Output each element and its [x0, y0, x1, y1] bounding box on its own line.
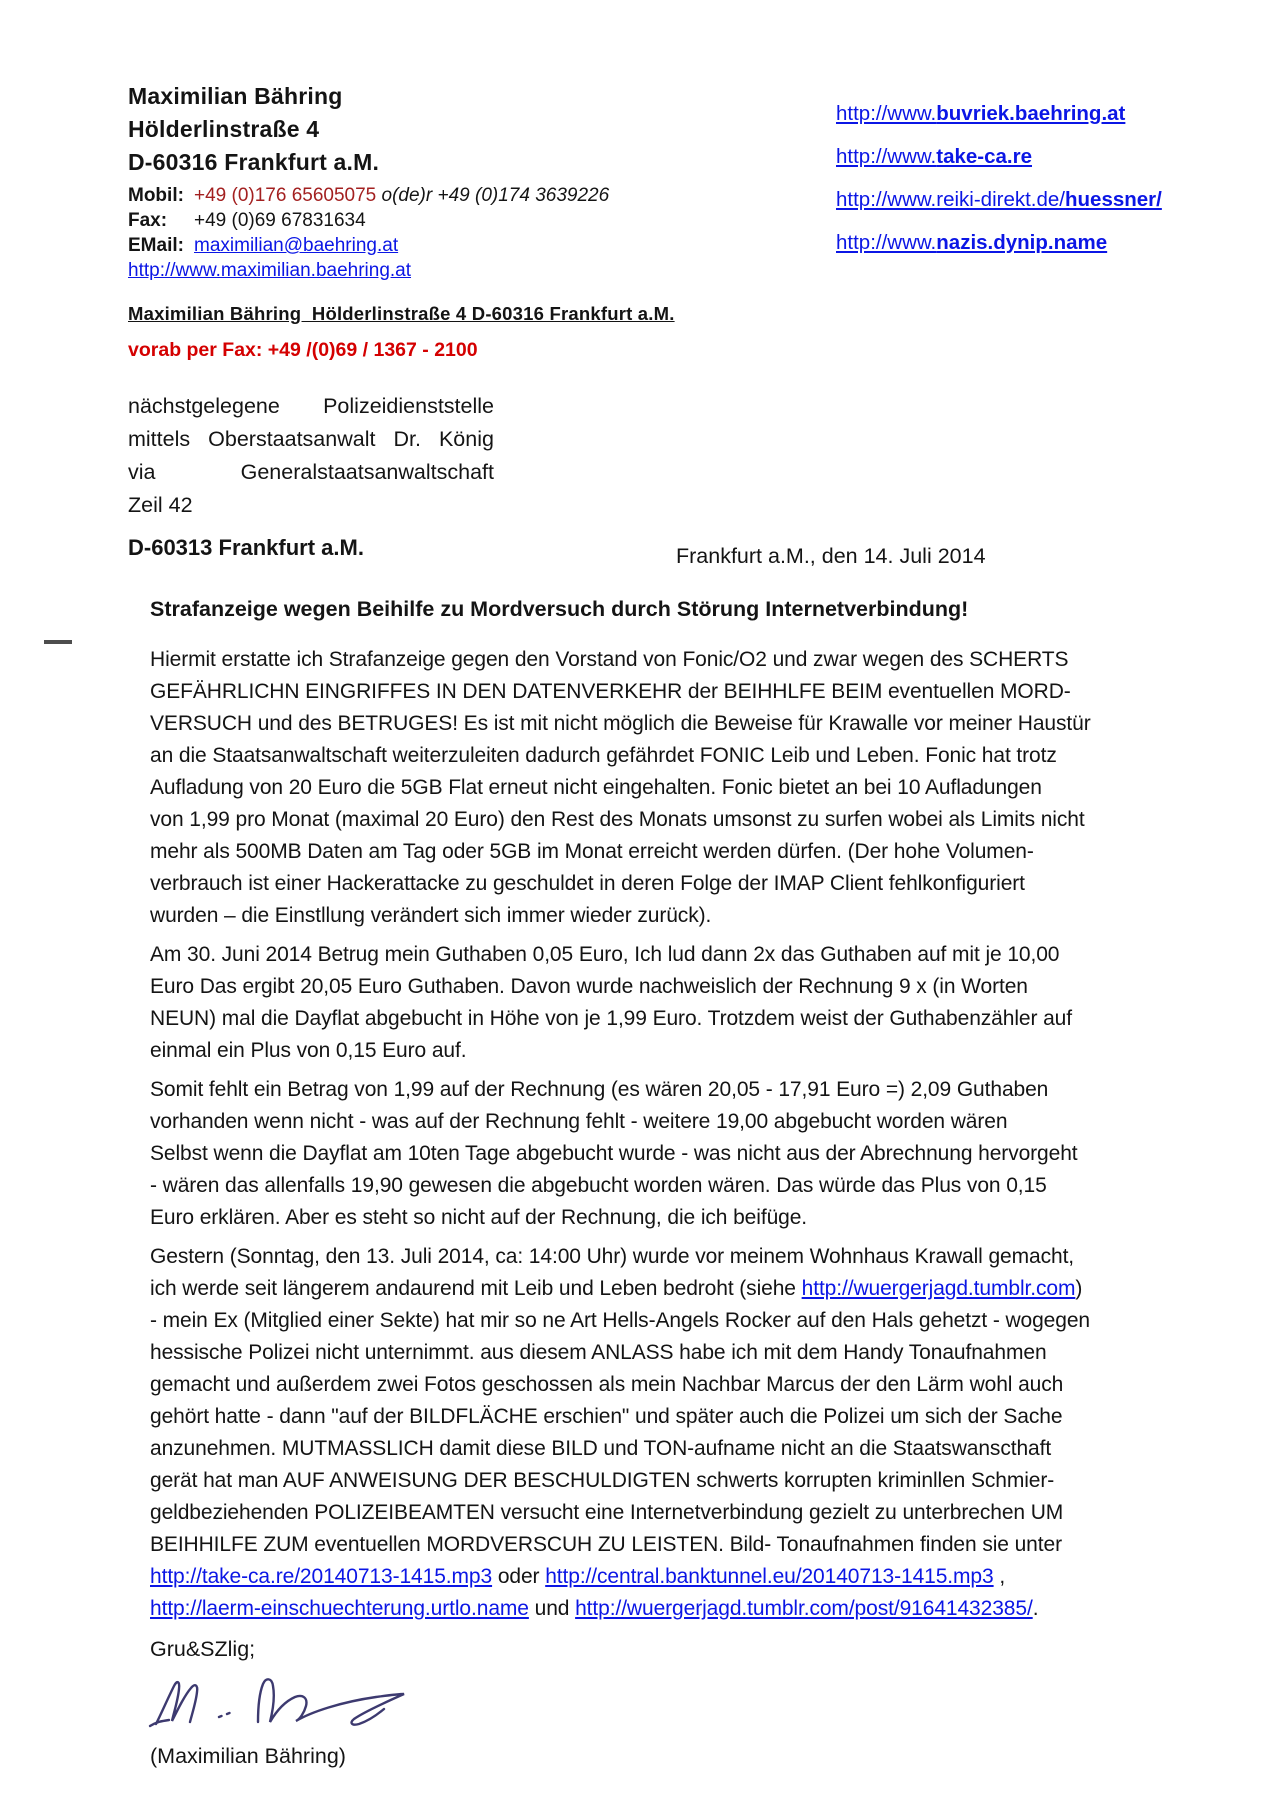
mobile-row — [128, 183, 609, 208]
text-segment: an die Staatsanwaltschaft weiterzuleiten dadurch gefährdet FONIC Leib und Leben. Fonic hat trotz — [150, 744, 1057, 767]
inline-link[interactable]: nazis.dynip.name — [936, 231, 1108, 254]
text-line — [150, 804, 1212, 836]
mobile-number: +49 (0)176 65605075 — [194, 185, 377, 206]
word: Dr. — [393, 427, 421, 451]
fold-mark — [44, 640, 72, 644]
text-segment: Selbst wenn die Dayflat am 10ten Tage abgebucht wurde - was nicht aus der Abrechnung hervorgeht — [150, 1142, 1078, 1165]
text-segment: und — [528, 1597, 576, 1620]
text-line — [150, 836, 1212, 868]
text-segment: - wären das allenfalls 19,90 gewesen die abgebucht worden wären. Das würde das Plus von 0,15 — [150, 1174, 1047, 1197]
inline-link[interactable]: http://laerm-einschuechterung.urtlo.name — [150, 1597, 529, 1620]
text-segment: ich werde seit längerem andaurend mit Leib und Leben bedroht (siehe — [150, 1277, 802, 1300]
text-segment: , — [993, 1565, 1006, 1588]
text-line — [150, 1593, 1212, 1625]
sender-block — [128, 80, 609, 283]
fax-advance-note: vorab per Fax: +49 /(0)69 / 1367 - 2100 — [128, 339, 478, 361]
fax-row — [128, 208, 609, 233]
text-line — [836, 92, 1162, 135]
body-paragraph — [150, 1074, 1212, 1234]
email-row — [128, 233, 609, 258]
text-line — [150, 740, 1212, 772]
text-line — [150, 1138, 1212, 1170]
body-paragraph — [150, 644, 1212, 932]
fax-number: +49 (0)69 67831634 — [194, 210, 366, 231]
text-segment: anzunehmen. MUTMASSLICH damit diese BILD und TON-aufname nicht an die Staatswanscthaft — [150, 1437, 1052, 1460]
body-paragraph — [150, 939, 1212, 1067]
text-segment: GEFÄHRLICHN EINGRIFFES IN DEN DATENVERKEHR der BEIHHLFE BEIM eventuellen MORD- — [150, 680, 1071, 703]
text-line — [150, 1529, 1212, 1561]
body-paragraphs — [150, 644, 1212, 1625]
text-line — [150, 971, 1212, 1003]
text-line — [150, 900, 1212, 932]
inline-link[interactable]: buvriek.baehring.at — [936, 102, 1126, 125]
text-segment: VERSUCH und des BETRUGES! Es ist mit nicht möglich die Beweise für Krawalle vor meiner Haustür — [150, 712, 1091, 735]
text-line — [150, 1273, 1212, 1305]
word: Generalstaatsanwaltschaft — [240, 460, 494, 484]
text-segment: Gestern (Sonntag, den 13. Juli 2014, ca: 14:00 Uhr) wurde vor meinem Wohnhaus Krawall gemacht, — [150, 1245, 1075, 1268]
text-segment: Somit fehlt ein Betrag von 1,99 auf der Rechnung (es wären 20,05 - 17,91 Euro =) 2,09 Guthaben — [150, 1078, 1049, 1101]
recipient-line — [128, 423, 494, 456]
text-line — [836, 135, 1162, 178]
text-segment: ) — [1075, 1277, 1083, 1300]
text-segment: Am 30. Juni 2014 Betrug mein Guthaben 0,05 Euro, Ich lud dann 2x das Guthaben auf mit je 10,00 — [150, 943, 1060, 966]
text-line — [150, 1369, 1212, 1401]
text-line — [836, 221, 1162, 264]
text-line — [150, 644, 1212, 676]
text-line — [150, 1465, 1212, 1497]
text-line — [150, 1106, 1212, 1138]
inline-link[interactable]: http://www. — [836, 102, 937, 125]
text-segment: gemacht und außerdem zwei Fotos geschossen als mein Nachbar Marcus der den Lärm wohl auch — [150, 1373, 1064, 1396]
word: Zeil 42 — [128, 493, 193, 517]
mobile-alt-number: o(de)r +49 (0)174 3639226 — [376, 185, 610, 206]
word: nächstgelegene — [128, 394, 280, 418]
closing-salutation: Gru&SZlig; — [150, 1637, 256, 1661]
inline-link[interactable]: http://wuergerjagd.tumblr.com — [801, 1277, 1076, 1300]
date-line: Frankfurt a.M., den 14. Juli 2014 — [676, 544, 986, 568]
text-line — [150, 939, 1212, 971]
text-line — [150, 868, 1212, 900]
text-segment: NEUN) mal die Dayflat abgebucht in Höhe von je 1,99 Euro. Trotzdem weist der Guthabenzähler auf — [150, 1007, 1072, 1030]
text-line — [150, 1401, 1212, 1433]
inline-link[interactable]: http://central.banktunnel.eu/20140713-1415.mp3 — [545, 1565, 994, 1588]
signer-name: (Maximilian Bähring) — [150, 1744, 346, 1768]
text-line — [150, 1337, 1212, 1369]
fax-label: Fax: — [128, 210, 168, 231]
sender-name: Maximilian Bähring — [128, 83, 343, 109]
text-segment: hessische Polizei nicht unternimmt. aus diesem ANLASS habe ich mit dem Handy Tonaufnahmen — [150, 1341, 1047, 1364]
closing-block — [150, 1637, 1212, 1769]
text-segment: oder — [492, 1565, 546, 1588]
text-segment: Aufladung von 20 Euro die 5GB Flat erneut nicht eingehalten. Fonic bietet an bei 10 Aufladungen — [150, 776, 1042, 799]
word: Oberstaatsanwalt — [208, 427, 376, 451]
inline-link[interactable]: huessner/ — [1065, 188, 1162, 211]
text-segment: wurden – die Einstllung verändert sich immer wieder zurück). — [150, 904, 712, 927]
text-line — [150, 1074, 1212, 1106]
email-link[interactable]: maximilian@baehring.at — [194, 235, 399, 256]
text-line — [150, 1561, 1212, 1593]
recipient-line — [128, 456, 494, 489]
text-line — [150, 1433, 1212, 1465]
text-line — [150, 1241, 1212, 1273]
text-segment: BEIHHILFE ZUM eventuellen MORDVERSCUH ZU LEISTEN. Bild- Tonaufnahmen finden sie unter — [150, 1533, 1062, 1556]
return-address-line: Maximilian Bähring Hölderlinstraße 4 D-60316 Frankfurt a.M. — [128, 303, 675, 324]
mobile-label: Mobil: — [128, 185, 184, 206]
word: via — [128, 460, 156, 484]
top-right-links — [836, 92, 1162, 264]
body-paragraph — [150, 1241, 1212, 1625]
text-segment: - mein Ex (Mitglied einer Sekte) hat mir so ne Art Hells-Angels Rocker auf den Hals gehetzt - wogegen — [150, 1309, 1090, 1332]
sender-website-link[interactable]: http://www.maximilian.baehring.at — [128, 260, 412, 281]
recipient-line — [128, 390, 494, 423]
inline-link[interactable]: http://wuergerjagd.tumblr.com/post/91641432385/ — [575, 1597, 1033, 1620]
text-line — [150, 1202, 1212, 1234]
letter-body — [150, 644, 1212, 1769]
text-line — [150, 1035, 1212, 1067]
text-line — [150, 1497, 1212, 1529]
text-segment: vorhanden wenn nicht - was auf der Rechnung fehlt - weitere 19,00 abgebucht worden wären — [150, 1110, 1008, 1133]
text-segment: von 1,99 pro Monat (maximal 20 Euro) den Rest des Monats umsonst zu surfen wobei als Limits nicht — [150, 808, 1085, 831]
text-line — [150, 1003, 1212, 1035]
sender-street: Hölderlinstraße 4 — [128, 116, 320, 142]
text-segment: gehört hatte - dann "auf der BILDFLÄCHE erschien" und später auch die Polizei um sich der Sache — [150, 1405, 1063, 1428]
sender-city: D-60316 Frankfurt a.M. — [128, 149, 380, 175]
recipient-block — [128, 390, 494, 522]
word: König — [438, 427, 494, 451]
inline-link[interactable]: http://www. — [836, 231, 937, 254]
word: Polizeidienststelle — [323, 394, 494, 418]
text-segment: Euro Das ergibt 20,05 Euro Guthaben. Davon wurde nachweislich der Rechnung 9 x (in Worten — [150, 975, 1028, 998]
email-label: EMail: — [128, 235, 184, 256]
text-segment: einmal ein Plus von 0,15 Euro auf. — [150, 1039, 467, 1062]
inline-link[interactable]: take-ca.re — [936, 145, 1032, 168]
text-segment: geldbeziehenden POLIZEIBEAMTEN versucht eine Internetverbindung gezielt zu unterbrechen UM — [150, 1501, 1064, 1524]
text-line — [150, 772, 1212, 804]
website-row — [128, 258, 609, 283]
text-line — [150, 708, 1212, 740]
subject-line: Strafanzeige wegen Beihilfe zu Mordversuch durch Störung Internetverbindung! — [150, 597, 969, 621]
text-segment: Hiermit erstatte ich Strafanzeige gegen den Vorstand von Fonic/O2 und zwar wegen des SCHERTS — [150, 648, 1069, 671]
text-segment: Euro erklären. Aber es steht so nicht auf der Rechnung, die ich beifüge. — [150, 1206, 808, 1229]
inline-link[interactable]: http://take-ca.re/20140713-1415.mp3 — [150, 1565, 493, 1588]
text-segment: verbrauch ist einer Hackerattacke zu geschuldet in deren Folge der IMAP Client fehlkonfiguriert — [150, 872, 1025, 895]
text-segment: gerät hat man AUF ANWEISUNG DER BESCHULDIGTEN schwerts korrupten kriminllen Schmier- — [150, 1469, 1055, 1492]
handwritten-signature-icon — [146, 1664, 1212, 1744]
inline-link[interactable]: http://www. — [836, 145, 937, 168]
text-line — [836, 178, 1162, 221]
text-line — [150, 1305, 1212, 1337]
text-segment: . — [1032, 1597, 1039, 1620]
text-line — [150, 1170, 1212, 1202]
text-segment: mehr als 500MB Daten am Tag oder 5GB im Monat erreicht werden dürfen. (Der hohe Volumen- — [150, 840, 1034, 863]
recipient-city: D-60313 Frankfurt a.M. — [128, 535, 364, 560]
sender-contact — [128, 183, 609, 283]
text-line — [150, 676, 1212, 708]
inline-link[interactable]: http://www.reiki-direkt.de/ — [836, 188, 1065, 211]
recipient-line — [128, 489, 494, 522]
word: mittels — [128, 427, 191, 451]
